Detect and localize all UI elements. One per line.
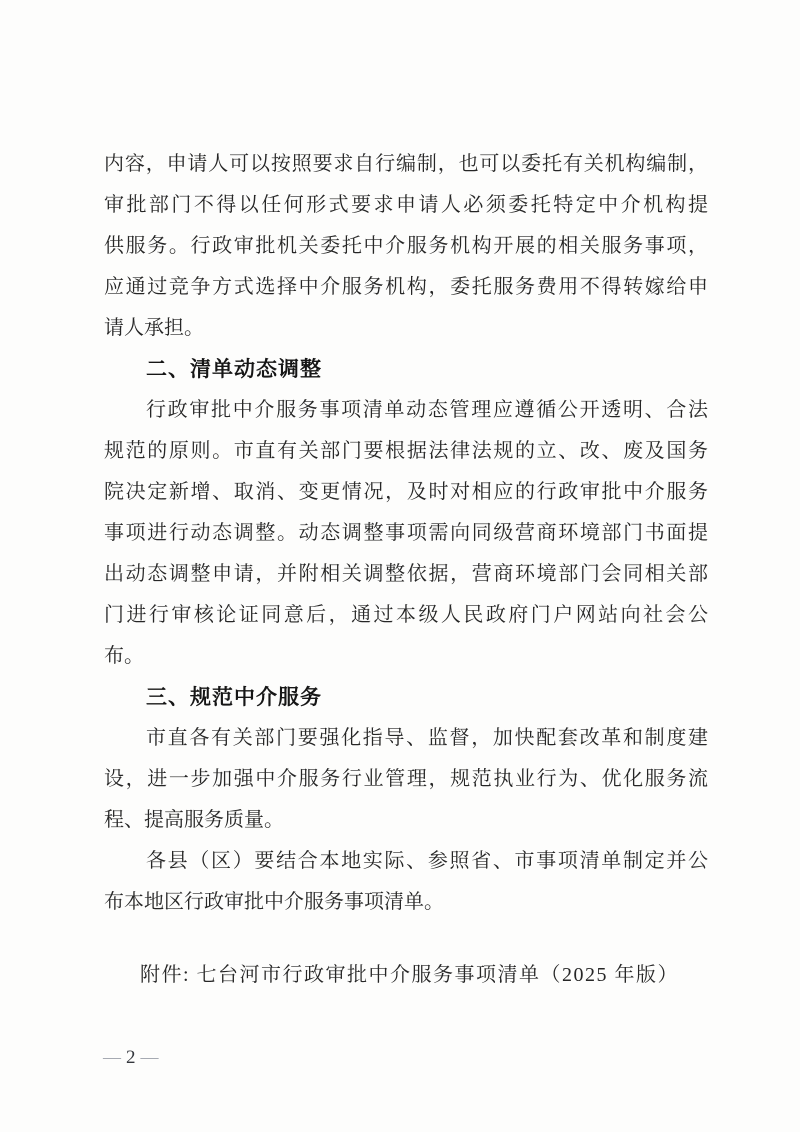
footer-right-dash: — [140, 1047, 160, 1067]
text-line: 请人承担。 [104, 317, 204, 339]
text-line: 应通过竞争方式选择中介服务机构，委托服务费用不得转嫁给申 [104, 276, 708, 298]
text-line: 供服务。行政审批机关委托中介服务机构开展的相关服务事项， [104, 235, 708, 257]
document-body [104, 144, 708, 996]
paragraph [104, 841, 708, 923]
paragraph [104, 390, 708, 677]
page-number: 2 [126, 1047, 137, 1068]
footer-left-dash: — [103, 1047, 122, 1067]
paragraph [104, 144, 708, 349]
text-line: 事项进行动态调整。动态调整事项需向同级营商环境部门书面提 [104, 522, 708, 544]
text-line: 布。 [104, 645, 144, 667]
text-line: 审批部门不得以任何形式要求申请人必须委托特定中介机构提 [104, 194, 708, 216]
text-line: 各县（区）要结合本地实际、参照省、市事项清单制定并公 [146, 850, 708, 872]
paragraph [104, 718, 708, 841]
text-line: 规范的原则。市直有关部门要根据法律法规的立、改、废及国务 [104, 440, 708, 462]
paragraph-spacer [104, 923, 708, 955]
text-line: 市直各有关部门要强化指导、监督，加快配套改革和制度建 [146, 727, 708, 749]
attachment-line: 附件: 七台河市行政审批中介服务事项清单（2025 年版） [140, 964, 680, 986]
text-line: 行政审批中介服务事项清单动态管理应遵循公开透明、合法 [146, 399, 708, 421]
text-line: 程、提高服务质量。 [104, 809, 284, 831]
text-line: 设，进一步加强中介服务行业管理，规范执业行为、优化服务流 [104, 768, 708, 790]
text-line: 出动态调整申请，并附相关调整依据，营商环境部门会同相关部 [104, 563, 708, 585]
page-footer [99, 1046, 164, 1069]
text-line: 院决定新增、取消、变更情况，及时对相应的行政审批中介服务 [104, 481, 708, 503]
text-line: 门进行审核论证同意后，通过本级人民政府门户网站向社会公 [104, 604, 708, 626]
section-heading: 二、清单动态调整 [146, 358, 322, 381]
text-line: 布本地区行政审批中介服务事项清单。 [104, 891, 444, 913]
text-line: 内容，申请人可以按照要求自行编制，也可以委托有关机构编制， [104, 153, 708, 175]
section-heading: 三、规范中介服务 [146, 686, 322, 709]
